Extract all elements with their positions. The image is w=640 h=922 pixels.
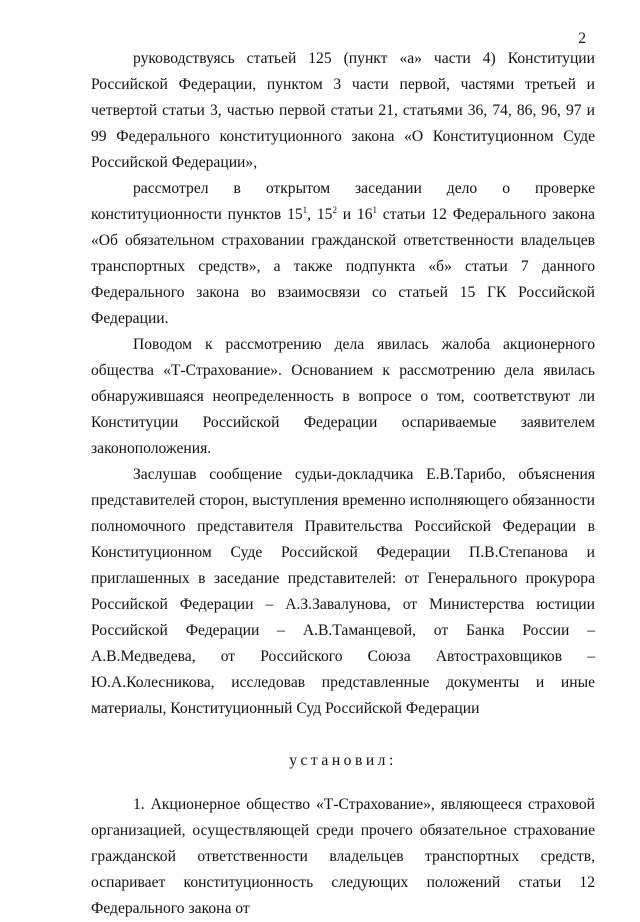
superscript-2: 2 [332, 205, 337, 215]
document-body [91, 46, 595, 922]
case-subject-text-b: , 15 [307, 206, 333, 223]
superscript-1: 1 [302, 205, 308, 215]
paragraph-claim: 1. Акционерное общество «Т-Страхование», являющееся страховой организацией, осуществляющей среди прочего обязательное страхование гражданской ответственности владельцев транспортных средств, оспаривает конституционность следующих положений статьи 12 Федерального закона от [91, 796, 595, 917]
section-heading: установил: [289, 752, 397, 769]
paragraph-grounds: Поводом к рассмотрению дела явилась жалоба акционерного общества «Т-Страхование». Основанием к рассмотрению дела явилась обнаружившаяся неопределенность в вопросе о том, соответствуют ли Конституции Российской Федерации оспариваемые заявителем законоположения. [91, 336, 595, 457]
page-number: 2 [578, 30, 586, 47]
paragraph-legal-basis: руководствуясь статьей 125 (пункт «а» части 4) Конституции Российской Федерации, пунктом 3 части первой, частями третьей и четвертой статьи 3, частью первой статьи 21, статьями 36, 74, 86, 96, 97 и 99 Федерального конституционного закона «О Конституционном Суде Российской Федерации», [91, 50, 595, 171]
case-subject-text-d: статьи 12 Федерального закона «Об обязательном страховании гражданской ответственности владельцев транспортных средств», а также подпункта «б» статьи 7 данного Федерального закона во взаимосвязи со статьей 15 ГК Российской Федерации. [91, 206, 595, 327]
case-subject-text-c: и 16 [336, 206, 373, 223]
case-subject-text-a: рассмотрел в открытом заседании дело о проверке конституционности пунктов 15 [91, 180, 595, 223]
paragraph-case-subject [91, 176, 595, 332]
superscript-3: 1 [372, 205, 377, 215]
paragraph-hearing: Заслушав сообщение судьи-докладчика Е.В.Тарибо, объяснения представителей сторон, выступления временно исполняющего обязанности полномочного представителя Правительства Российской Федерации в Конституционном Суде Российской Федерации П.В.Степанова и приглашенных в заседание представителей: от Генерального прокурора Российской Федерации – А.З.Завалунова, от Министерства юстиции Российской Федерации – А.В.Таманцевой, от Банка России – А.В.Медведева, от Российского Союза Автостраховщиков – Ю.А.Колесникова, исследовав представленные документы и иные материалы, Конституционный Суд Российской Федерации [91, 466, 595, 717]
